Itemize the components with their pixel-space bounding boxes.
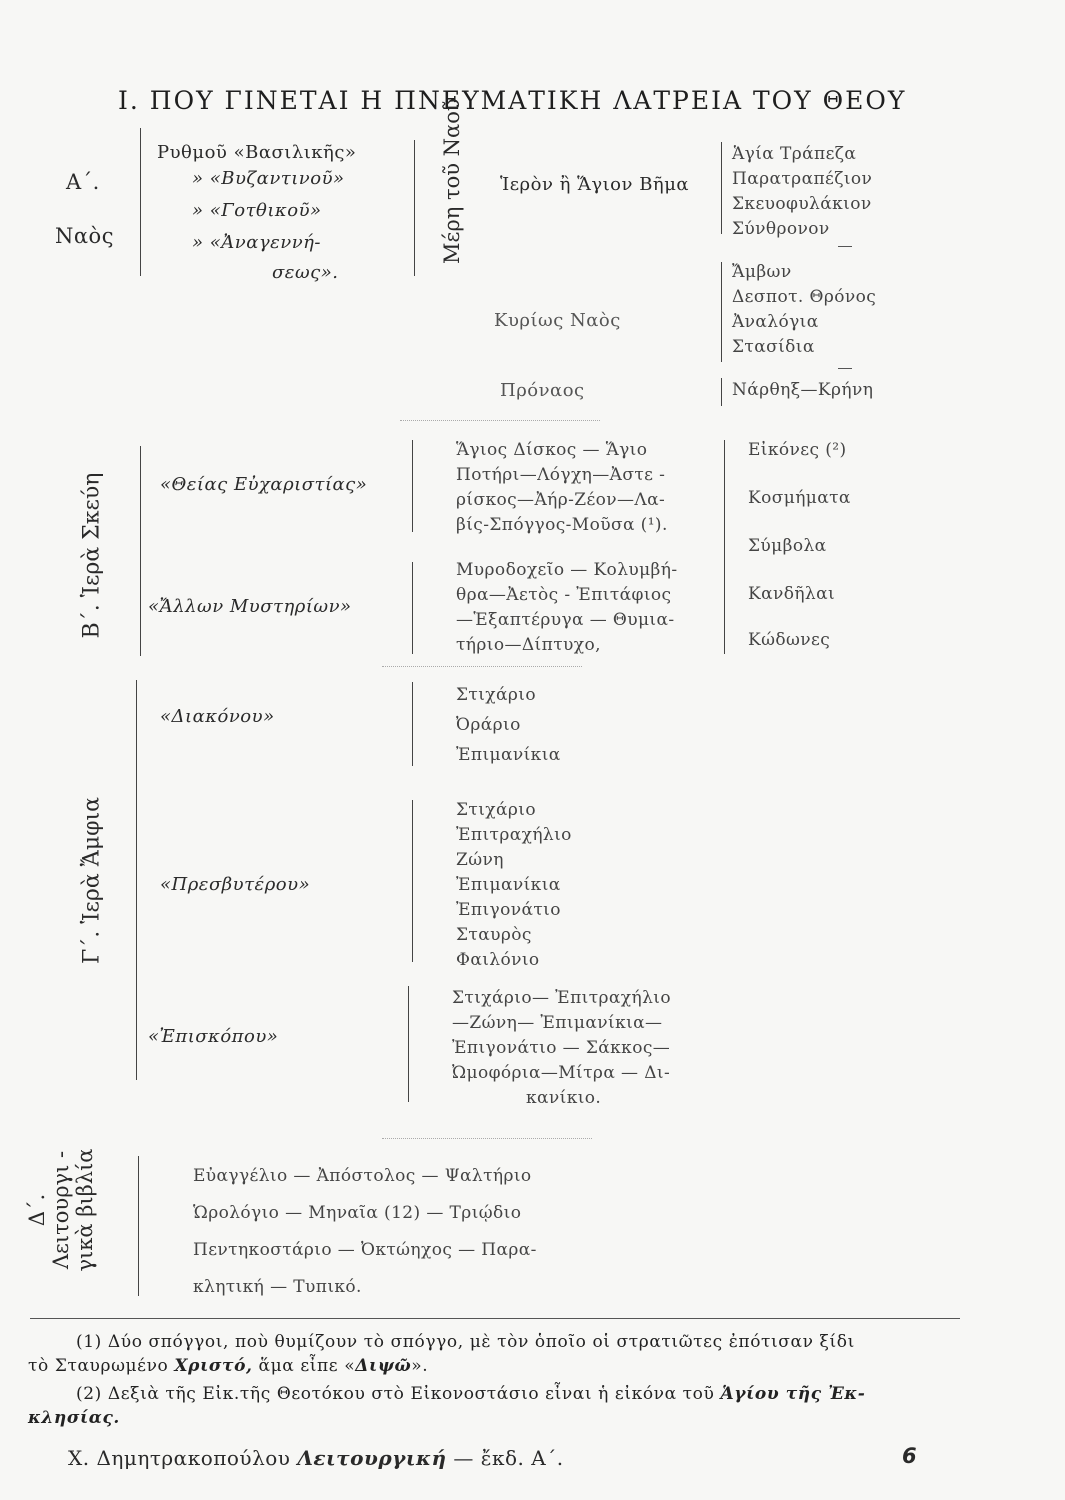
bishop-items — [452, 986, 671, 1111]
presbyter-item: Ζώνη — [456, 850, 504, 870]
mysteries-item: θρα—Ἀετὸς - Ἐπιτάφιος — [456, 585, 672, 605]
eucharist-brace — [412, 440, 413, 532]
style-byzantine: » «Βυζαντινοῦ» — [192, 168, 345, 189]
section-d-label-2: Λειτουργι - — [49, 1150, 73, 1270]
bishop-item: —Ζώνη— Ἐπιμανίκια— — [452, 1013, 663, 1033]
presbyter-item: Ἐπιτραχήλιο — [456, 825, 572, 845]
presbyter-items — [456, 798, 572, 973]
dash-rule — [838, 368, 852, 369]
kyrios-brace — [721, 262, 722, 362]
hieron-item: Σκευοφυλάκιον — [732, 194, 872, 214]
book-line: Πεντηκοστάριο — Ὀκτώηχος — Παρα- — [193, 1240, 537, 1260]
right-item: Εἰκόνες (²) — [748, 440, 847, 460]
eucharist-items — [456, 438, 668, 538]
style-renaissance: » «Ἀναγεννή- — [192, 232, 322, 253]
bishop-item: Ἐπιγονάτιο — Σάκκος— — [452, 1038, 671, 1058]
presbyter-item: Ἐπιμανίκια — [456, 875, 561, 895]
mysteries-brace — [412, 562, 413, 654]
deacon-brace — [412, 682, 413, 766]
mysteries-label: «Ἄλλων Μυστηρίων» — [148, 596, 352, 617]
section-b-brace — [140, 446, 141, 656]
deacon-item: Ὀράριο — [456, 715, 521, 735]
deacon-item: Στιχάριο — [456, 685, 536, 705]
footnote-text: ἅμα εἶπε « — [252, 1356, 356, 1376]
deacon-items — [456, 680, 561, 770]
dash-rule — [838, 246, 852, 247]
right-item: Σύμβολα — [748, 536, 827, 556]
footer-edition: — ἔκδ. Α΄. — [446, 1446, 564, 1470]
pronaos-items: Νάρθηξ—Κρήνη — [732, 380, 874, 400]
right-items-brace — [724, 440, 725, 654]
eucharist-item: βίς-Σπόγγος-Μοῦσα (¹). — [456, 515, 668, 535]
bishop-item: Στιχάριο— Ἐπιτραχήλιο — [452, 988, 671, 1008]
kyrios-item: Δεσποτ. Θρόνος — [732, 287, 877, 307]
section-d-label — [25, 1135, 145, 1285]
eucharist-item: ρίσκος—Ἀήρ-Ζέον—Λα- — [456, 490, 666, 510]
hieron-label: Ἱερὸν ἢ Ἅγιον Βῆμα — [500, 174, 690, 195]
section-c-brace — [136, 680, 137, 1080]
book-line: Εὐαγγέλιο — Ἀπόστολος — Ψαλτήριο — [193, 1166, 532, 1186]
footnote-2-line-1 — [76, 1384, 865, 1404]
footnote-1-line-2 — [28, 1356, 428, 1376]
section-d-label-3: γικὰ βιβλία — [73, 1148, 97, 1272]
mysteries-item: Μυροδοχεῖο — Κολυμβή- — [456, 560, 678, 580]
section-separator — [400, 420, 600, 421]
hieron-items — [732, 142, 872, 242]
parts-of-church-label: Μέρη τοῦ Ναοῦ — [440, 98, 464, 264]
presbyter-item: Ἐπιγονάτιο — [456, 900, 561, 920]
footnote-text: τὸ Σταυρωμένο — [28, 1356, 175, 1376]
right-item: Κανδῆλαι — [748, 584, 836, 604]
bishop-brace — [408, 986, 409, 1102]
section-a-name: Ναὸς — [55, 224, 114, 248]
footnote-2-line-2: κλησίας. — [28, 1408, 120, 1428]
hieron-item: Σύνθρονον — [732, 219, 830, 239]
section-d-label-1: Δ΄. — [25, 1193, 49, 1227]
section-separator — [382, 1138, 592, 1139]
kyrios-naos-label: Κυρίως Ναὸς — [494, 310, 621, 331]
bishop-label: «Ἐπισκόπου» — [148, 1026, 279, 1047]
section-b-label: Β΄. Ἱερὰ Σκεύη — [79, 472, 105, 639]
eucharist-item: Ἅγιος Δίσκος — Ἅγιο — [456, 440, 648, 460]
presbyter-item: Σταυρὸς — [456, 925, 532, 945]
footnote-text: (2) Δεξιὰ τῆς Εἰκ.τῆς Θεοτόκου στὸ Εἰκονοστάσιο εἶναι ἡ εἰκόνα τοῦ — [76, 1384, 721, 1404]
footnote-emphasis: Διψῶ — [355, 1356, 412, 1376]
footnote-emphasis: Ἁγίου τῆς Ἐκ- — [720, 1384, 866, 1404]
eucharist-item: Ποτήρι—Λόγχη—Ἀστε - — [456, 465, 666, 485]
page-footer — [68, 1446, 564, 1470]
footnote-text: ». — [411, 1356, 429, 1376]
right-item: Κώδωνες — [748, 630, 831, 650]
hieron-item: Ἁγία Τράπεζα — [732, 144, 857, 164]
footnote-emphasis: Χριστό, — [174, 1356, 253, 1376]
bishop-item: κανίκιο. — [526, 1088, 602, 1108]
page-number: 6 — [902, 1444, 917, 1468]
section-c-label: Γ΄. Ἱερὰ Ἄμφια — [79, 796, 105, 965]
styles-divider — [414, 140, 415, 276]
presbyter-brace — [412, 800, 413, 962]
hieron-item: Παρατραπέζιον — [732, 169, 873, 189]
deacon-item: Ἐπιμανίκια — [456, 745, 561, 765]
presbyter-item: Φαιλόνιο — [456, 950, 540, 970]
style-gothic: » «Γοτθικοῦ» — [192, 200, 322, 221]
section-separator — [382, 666, 582, 667]
style-renaissance-cont: σεως». — [272, 262, 339, 283]
footnote-1-line-1: (1) Δύο σπόγγοι, ποὺ θυμίζουν τὸ σπόγγο, μὲ τὸν ὁποῖο οἱ στρατιῶτες ἐπότισαν ξίδι — [76, 1332, 855, 1352]
presbyter-label: «Πρεσβυτέρου» — [160, 874, 311, 895]
page-title: I. ΠΟΥ ΓΙΝΕΤΑΙ Η ΠΝΕΥΜΑΤΙΚΗ ΛΑΤΡΕΙΑ ΤΟΥ ΘΕΟΥ — [118, 86, 907, 115]
footnote-rule — [30, 1318, 960, 1319]
mysteries-item: τήριο—Δίπτυχο, — [456, 635, 601, 655]
footer-book: Λειτουργική — [297, 1446, 447, 1470]
kyrios-items — [732, 260, 876, 360]
book-line: κλητική — Τυπικό. — [193, 1277, 362, 1297]
right-item: Κοσμήματα — [748, 488, 851, 508]
deacon-label: «Διακόνου» — [160, 706, 275, 727]
kyrios-item: Ἄμβων — [732, 262, 792, 282]
mysteries-item: —Ἑξαπτέρυγα — Θυμια- — [456, 610, 675, 630]
eucharist-label: «Θείας Εὐχαριστίας» — [160, 474, 368, 495]
footer-author: Χ. Δημητρακοπούλου — [68, 1446, 298, 1470]
kyrios-item: Στασίδια — [732, 337, 815, 357]
pronaos-label: Πρόναος — [500, 380, 585, 401]
section-a-brace — [140, 128, 141, 276]
hieron-brace — [721, 142, 722, 234]
section-d-brace — [138, 1156, 139, 1296]
bishop-item: Ὠμοφόρια—Μίτρα — Δι- — [452, 1063, 671, 1083]
book-line: Ὡρολόγιο — Μηναῖα (12) — Τριῴδιο — [193, 1203, 522, 1223]
kyrios-item: Ἀναλόγια — [732, 312, 819, 332]
pronaos-brace — [721, 378, 722, 406]
style-basilica: Ρυθμοῦ «Βασιλικῆς» — [157, 142, 357, 163]
books-list — [193, 1158, 537, 1306]
mysteries-items — [456, 558, 678, 658]
section-a-letter: Α΄. — [66, 170, 100, 194]
presbyter-item: Στιχάριο — [456, 800, 536, 820]
